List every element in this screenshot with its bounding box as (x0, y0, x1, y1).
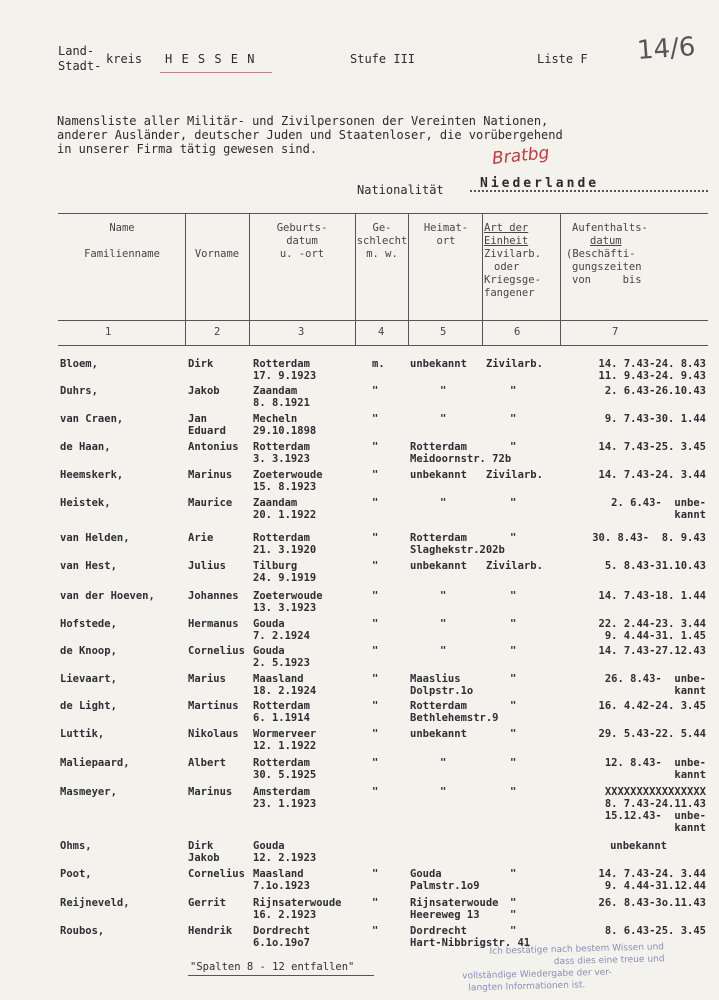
unit-type: Zivilarb. (486, 358, 543, 370)
intro-line-1: Namensliste aller Militär- und Zivilpersonen der Vereinten Nationen, (57, 114, 549, 128)
table-top-rule (58, 213, 708, 214)
birth-date-place: Rotterdam (253, 358, 310, 370)
sex: " (372, 441, 379, 453)
stay-dates: 8. 7.43-24.11.43 (604, 798, 706, 810)
stay-dates: 11. 9.43-24. 9.43 (598, 370, 706, 382)
stay-dates: 15.12.43- unbe- (604, 810, 706, 822)
unit-type: " (510, 441, 517, 453)
unit-type: " (510, 897, 517, 909)
home-town: " (440, 618, 447, 630)
first-name: Maurice (188, 497, 233, 509)
birth-date-place: 16. 2.1923 (253, 909, 317, 921)
home-town: Slaghekstr.202b (410, 544, 505, 556)
nationality-value: Niederlande (480, 176, 600, 191)
birth-date-place: 12. 1.1922 (253, 740, 317, 752)
birth-date-place: 7. 2.1924 (253, 630, 310, 642)
stufe-label: Stufe III (350, 52, 416, 66)
stay-dates: 12. 8.43- unbe- (604, 757, 706, 769)
first-name: Cornelius (188, 645, 245, 657)
first-name: Jakob (188, 385, 220, 397)
sex: " (372, 786, 379, 798)
birth-date-place: 21. 3.1920 (253, 544, 317, 556)
home-town: unbekannt (410, 469, 467, 481)
birth-date-place: 18. 2.1924 (253, 685, 317, 697)
intro-line-3: in unserer Firma tätig gewesen sind. (57, 142, 318, 156)
home-town: Dordrecht (410, 925, 467, 937)
col-number-6: 6 (514, 326, 521, 338)
sex: " (372, 897, 379, 909)
land-label: Land- (58, 44, 95, 58)
unit-type: " (510, 497, 517, 509)
stay-dates: 9. 4.44-31. 1.45 (604, 630, 706, 642)
sex: " (372, 560, 379, 572)
home-town: unbekannt (410, 728, 467, 740)
family-name: Luttik, (60, 728, 105, 740)
col-number-4: 4 (378, 326, 385, 338)
family-name: Reijneveld, (60, 897, 130, 909)
nationality-label: Nationalität (357, 183, 444, 197)
sex: " (372, 385, 379, 397)
unit-type: " (510, 700, 517, 712)
first-name: Marius (188, 673, 226, 685)
unit-type: " (510, 532, 517, 544)
birth-date-place: Zaandam (253, 497, 298, 509)
stay-dates: kannt (674, 822, 706, 834)
unit-type: " (510, 728, 517, 740)
unit-type: " (510, 757, 517, 769)
birth-date-place: 23. 1.1923 (253, 798, 317, 810)
birth-date-place: Mecheln (253, 413, 298, 425)
home-town: " (440, 413, 447, 425)
sex: " (372, 413, 379, 425)
first-name: Eduard (188, 425, 226, 437)
sex: " (372, 645, 379, 657)
birth-date-place: Gouda (253, 618, 285, 630)
col-7-header: Aufenthalts- datum (Beschäfti- gungszeiten von bis (566, 222, 648, 286)
col-number-2: 2 (214, 326, 221, 338)
col-number-5: 5 (440, 326, 447, 338)
home-town: Bethlehemstr.9 (410, 712, 499, 724)
birth-date-place: Tilburg (253, 560, 298, 572)
first-name: Hermanus (188, 618, 239, 630)
family-name: van der Hoeven, (60, 590, 155, 602)
family-name: Hofstede, (60, 618, 117, 630)
first-name: Arie (188, 532, 214, 544)
birth-date-place: Zoeterwoude (253, 590, 323, 602)
birth-date-place: 29.10.1898 (253, 425, 317, 437)
unit-type: Zivilarb. (486, 469, 543, 481)
stay-dates: XXXXXXXXXXXXXXXX (604, 786, 706, 798)
sex: " (372, 757, 379, 769)
birth-date-place: Dordrecht (253, 925, 310, 937)
birth-date-place: 17. 9.1923 (253, 370, 317, 382)
stay-dates: 16. 4.42-24. 3.45 (598, 700, 706, 712)
sex: " (372, 700, 379, 712)
first-name: Jakob (188, 852, 220, 864)
stay-dates: 9. 4.44-31.12.44 (604, 880, 706, 892)
stay-dates: 26. 8.43-3o.11.43 (598, 897, 706, 909)
kreis-label: kreis (106, 52, 143, 66)
red-annotation: Bratbg (491, 143, 551, 169)
birth-date-place: Rotterdam (253, 700, 310, 712)
unit-type: Zivilarb. (486, 560, 543, 572)
family-name: Roubos, (60, 925, 105, 937)
footer-note-underline (188, 975, 374, 976)
family-name: Heistek, (60, 497, 111, 509)
family-name: Poot, (60, 868, 92, 880)
col-number-7: 7 (612, 326, 619, 338)
first-name: Dirk (188, 840, 214, 852)
birth-date-place: Maasland (253, 673, 304, 685)
home-town: " (440, 786, 447, 798)
home-town: Rotterdam (410, 700, 467, 712)
sex: " (372, 868, 379, 880)
sex: " (372, 497, 379, 509)
birth-date-place: 3. 3.1923 (253, 453, 310, 465)
first-name: Albert (188, 757, 226, 769)
col-number-3: 3 (298, 326, 305, 338)
region-name: H E S S E N (165, 52, 256, 66)
stay-dates: 14. 7.43-27.12.43 (598, 645, 706, 657)
first-name: Julius (188, 560, 226, 572)
sex: " (372, 925, 379, 937)
stay-dates: 14. 7.43-25. 3.45 (598, 441, 706, 453)
family-name: van Helden, (60, 532, 130, 544)
unit-type: " (510, 786, 517, 798)
col-2-header: Vorname (194, 248, 240, 260)
liste-label: Liste F (537, 52, 588, 66)
col-5-header: Heimat- ort (423, 222, 469, 247)
footer-note: "Spalten 8 - 12 entfallen" (190, 961, 355, 973)
home-town: Meidoornstr. 72b (410, 453, 512, 465)
home-town: Rotterdam (410, 532, 467, 544)
family-name: Duhrs, (60, 385, 98, 397)
home-town: " (440, 757, 447, 769)
stay-dates: 14. 7.43-18. 1.44 (598, 590, 706, 602)
stay-dates: 26. 8.43- unbe- (604, 673, 706, 685)
home-town: unbekannt (410, 560, 467, 572)
page-number-handwritten: 14/6 (636, 31, 697, 67)
birth-date-place: 8. 8.1921 (253, 397, 310, 409)
col-1-header: Name Familienname (84, 222, 160, 260)
home-town: Rijnsaterwoude (410, 897, 499, 909)
family-name: de Haan, (60, 441, 111, 453)
unit-type: " (510, 868, 517, 880)
first-name: Johannes (188, 590, 239, 602)
family-name: Lievaart, (60, 673, 117, 685)
birth-date-place: 24. 9.1919 (253, 572, 317, 584)
stay-dates: 14. 7.43-24. 3.44 (598, 868, 706, 880)
first-name: Martinus (188, 700, 239, 712)
stay-dates: 5. 8.43-31.10.43 (604, 560, 706, 572)
sex: m. (372, 358, 385, 370)
birth-date-place: 15. 8.1923 (253, 481, 317, 493)
first-name: Nikolaus (188, 728, 239, 740)
table-header-rule (58, 320, 708, 321)
stay-dates: unbekannt (610, 840, 667, 852)
family-name: van Hest, (60, 560, 117, 572)
birth-date-place: 13. 3.1923 (253, 602, 317, 614)
col-3-header: Geburts- datum u. -ort (276, 222, 328, 260)
stadt-label: Stadt- (58, 59, 102, 73)
stay-dates: 14. 7.43-24. 8.43 (598, 358, 706, 370)
unit-type: " (510, 385, 517, 397)
family-name: Maliepaard, (60, 757, 130, 769)
unit-type: " (510, 413, 517, 425)
unit-type: " (510, 645, 517, 657)
birth-date-place: Rotterdam (253, 532, 310, 544)
birth-date-place: Gouda (253, 645, 285, 657)
family-name: de Light, (60, 700, 117, 712)
stay-dates: kannt (674, 509, 706, 521)
family-name: de Knoop, (60, 645, 117, 657)
home-town: Gouda (410, 868, 442, 880)
family-name: Heemskerk, (60, 469, 124, 481)
col-6-header: Art der Einheit Zivilarb. oder Kriegsge- fangener (484, 222, 541, 299)
stay-dates: 2. 6.43- unbe- (611, 497, 706, 509)
stay-dates: kannt (674, 685, 706, 697)
stay-dates: 14. 7.43-24. 3.44 (598, 469, 706, 481)
unit-type: " (510, 925, 517, 937)
home-town: Rotterdam (410, 441, 467, 453)
stay-dates: 8. 6.43-25. 3.45 (604, 925, 706, 937)
birth-date-place: 7.1o.1923 (253, 880, 310, 892)
home-town: Dolpstr.1o (410, 685, 474, 697)
certification-stamp: Ich bestätige nach bestem Wissen und dass dies eine treue und vollständige Wiedergabe der ver- langten Informationen ist. (462, 942, 665, 994)
birth-date-place: Rotterdam (253, 757, 310, 769)
birth-date-place: Amsterdam (253, 786, 310, 798)
intro-line-2: anderer Ausländer, deutscher Juden und Staatenloser, die vorübergehend (57, 128, 563, 142)
nationality-dots (470, 190, 708, 192)
birth-date-place: Gouda (253, 840, 285, 852)
sex: " (372, 673, 379, 685)
birth-date-place: 30. 5.1925 (253, 769, 317, 781)
first-name: Marinus (188, 786, 233, 798)
birth-date-place: 2. 5.1923 (253, 657, 310, 669)
sex: " (372, 469, 379, 481)
home-town: unbekannt (410, 358, 467, 370)
home-town: " (440, 385, 447, 397)
stay-dates: kannt (674, 769, 706, 781)
stay-dates: 2. 6.43-26.10.43 (604, 385, 706, 397)
birth-date-place: 12. 2.1923 (253, 852, 317, 864)
birth-date-place: Wormerveer (253, 728, 317, 740)
region-underline (160, 72, 272, 73)
home-town: Maaslius (410, 673, 461, 685)
birth-date-place: Zaandam (253, 385, 298, 397)
first-name: Dirk (188, 358, 214, 370)
first-name: Cornelius (188, 868, 245, 880)
first-name: Marinus (188, 469, 233, 481)
unit-type: " (510, 590, 517, 602)
home-town: " (440, 497, 447, 509)
sex: " (372, 590, 379, 602)
family-name: Masmeyer, (60, 786, 117, 798)
sex: " (372, 532, 379, 544)
birth-date-place: 6.1o.19o7 (253, 937, 310, 949)
unit-type: " (510, 673, 517, 685)
home-town: Heereweg 13 (410, 909, 480, 921)
first-name: Jan (188, 413, 207, 425)
col-number-1: 1 (105, 326, 112, 338)
family-name: van Craen, (60, 413, 124, 425)
first-name: Hendrik (188, 925, 233, 937)
stay-dates: 9. 7.43-30. 1.44 (604, 413, 706, 425)
first-name: Antonius (188, 441, 239, 453)
birth-date-place: Zoeterwoude (253, 469, 323, 481)
family-name: Bloem, (60, 358, 98, 370)
birth-date-place: Rotterdam (253, 441, 310, 453)
home-town: Palmstr.1o9 (410, 880, 480, 892)
sex: " (372, 618, 379, 630)
home-town: " (440, 645, 447, 657)
birth-date-place: 6. 1.1914 (253, 712, 310, 724)
sex: " (372, 728, 379, 740)
family-name: Ohms, (60, 840, 92, 852)
col-4-header: Ge- schlecht m. w. (356, 222, 408, 260)
stay-dates: 22. 2.44-23. 3.44 (598, 618, 706, 630)
unit-type: " (510, 909, 517, 921)
birth-date-place: Maasland (253, 868, 304, 880)
home-town: " (440, 590, 447, 602)
table-number-rule (58, 345, 708, 346)
home-town: Hart-Nibbrigstr. 41 (410, 937, 531, 949)
birth-date-place: Rijnsaterwoude (253, 897, 342, 909)
stay-dates: 29. 5.43-22. 5.44 (598, 728, 706, 740)
birth-date-place: 20. 1.1922 (253, 509, 317, 521)
first-name: Gerrit (188, 897, 226, 909)
stay-dates: 30. 8.43- 8. 9.43 (592, 532, 706, 544)
unit-type: " (510, 618, 517, 630)
